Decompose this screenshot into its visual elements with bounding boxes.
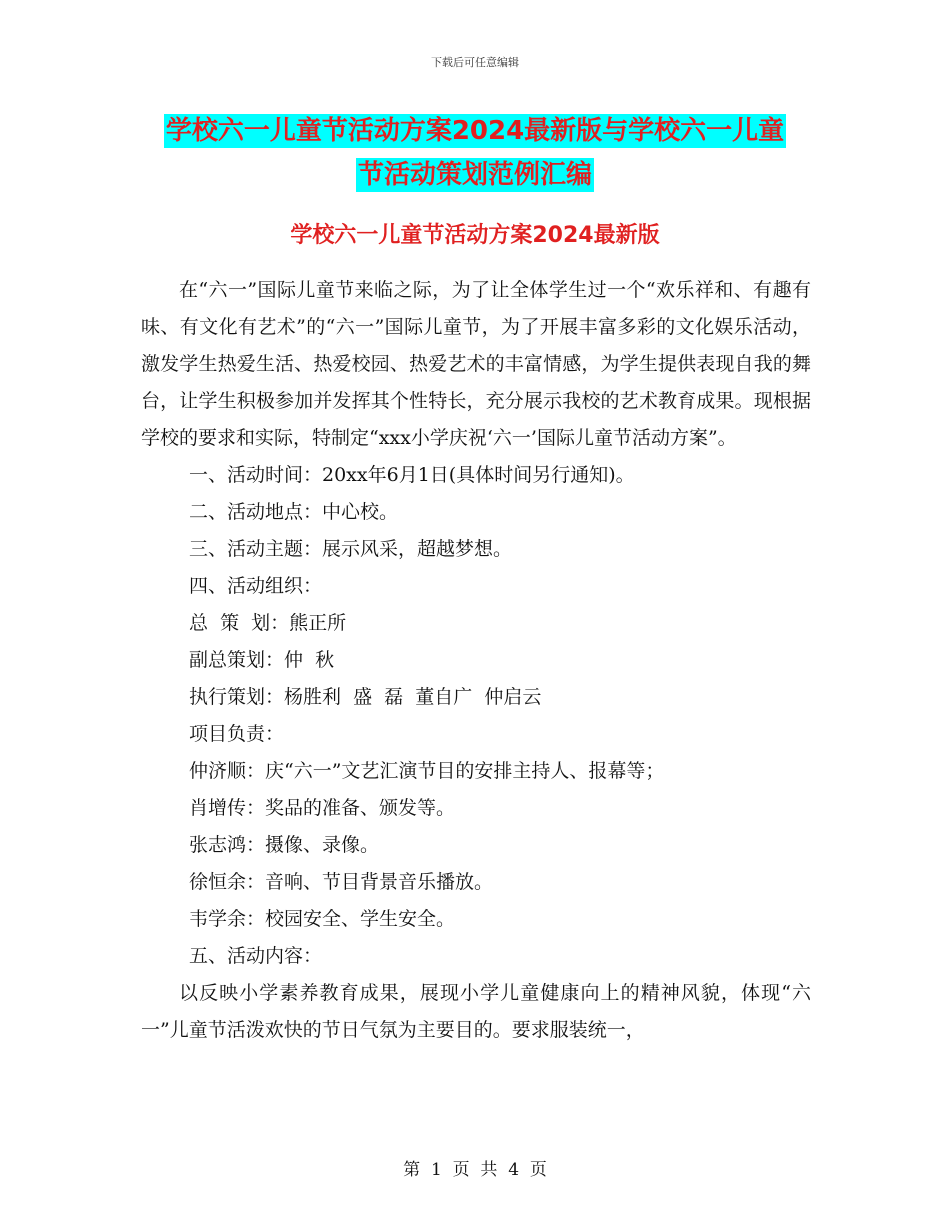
list-item: 总 策 划：熊正所 bbox=[189, 612, 347, 634]
closing-paragraph: 以反映小学素养教育成果，展现小学儿童健康向上的精神风貌，体现“六一”儿童节活泼欢快的节日气氛为主要目的。要求服装统一， bbox=[141, 982, 811, 1041]
list-item: 徐恒余：音响、节目背景音乐播放。 bbox=[189, 871, 494, 893]
document-title-line-2 bbox=[0, 158, 950, 192]
header-note: 下载后可任意编辑 bbox=[431, 56, 519, 69]
list-item: 二、活动地点：中心校。 bbox=[189, 501, 399, 523]
list-item: 张志鸿：摄像、录像。 bbox=[189, 834, 380, 856]
list-item: 肖增传：奖品的准备、颁发等。 bbox=[189, 797, 456, 819]
section-title: 学校六一儿童节活动方案2024最新版 bbox=[290, 223, 660, 248]
list-item: 一、活动时间：20xx年6月1日(具体时间另行通知)。 bbox=[189, 464, 635, 486]
list-item: 项目负责： bbox=[189, 723, 285, 745]
list-item: 五、活动内容： bbox=[189, 945, 323, 967]
list-item: 副总策划：仲 秋 bbox=[189, 649, 335, 671]
list-item: 韦学余：校园安全、学生安全。 bbox=[189, 908, 456, 930]
list-item: 仲济顺：庆“六一”文艺汇演节目的安排主持人、报幕等； bbox=[189, 760, 665, 782]
document-title-line-2-text: 节活动策划范例汇编 bbox=[357, 160, 592, 190]
intro-paragraph: 在“六一”国际儿童节来临之际，为了让全体学生过一个“欢乐祥和、有趣有味、有文化有艺术”的“六一”国际儿童节，为了开展丰富多彩的文化娱乐活动，激发学生热爱生活、热爱校园、热爱艺术的丰富情感，为学生提供表现自我的舞台，让学生积极参加并发挥其个性特长，充分展示我校的艺术教育成果。现根据学校的要求和实际，特制定“xxx小学庆祝‘六一’国际儿童节活动方案”。 bbox=[141, 279, 811, 449]
list-item: 三、活动主题：展示风采，超越梦想。 bbox=[189, 538, 513, 560]
list-item: 执行策划：杨胜利 盛 磊 董自广 仲启云 bbox=[189, 686, 542, 708]
document-title-line-1-text: 学校六一儿童节活动方案2024最新版与学校六一儿童 bbox=[165, 116, 785, 146]
document-body bbox=[141, 272, 811, 1049]
document-title-line-1 bbox=[0, 114, 950, 148]
list-item: 四、活动组织： bbox=[189, 575, 323, 597]
page-footer: 第 1 页 共 4 页 bbox=[403, 1160, 547, 1180]
